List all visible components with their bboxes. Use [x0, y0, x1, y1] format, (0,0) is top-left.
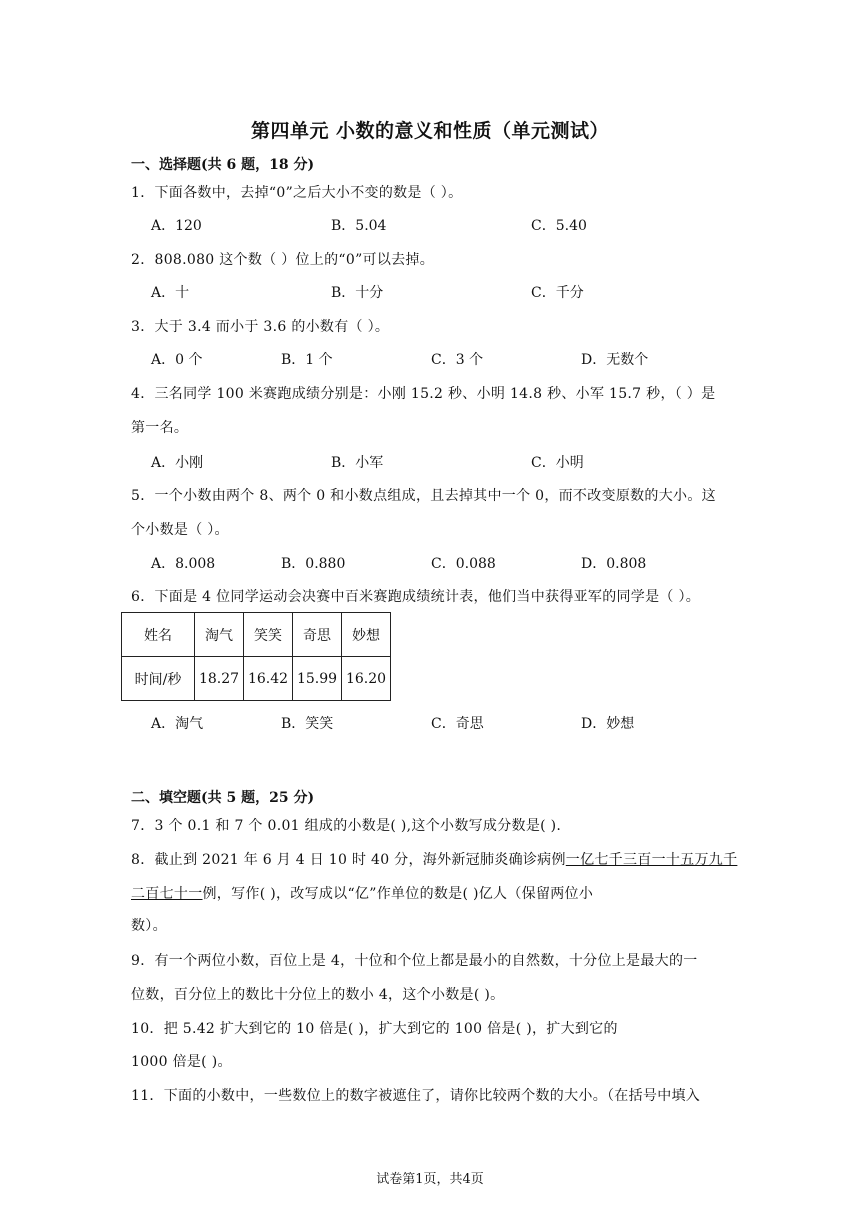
question-11-line1: 11．下面的小数中，一些数位上的数字被遮住了，请你比较两个数的大小。（在括号中填入: [131, 1088, 701, 1104]
table-header-cell: 笑笑: [244, 613, 293, 657]
question-2-option-c: C．千分: [531, 285, 584, 301]
question-8-line1: [131, 849, 737, 869]
table-cell: 18.27: [195, 657, 244, 701]
table-cell: 16.20: [342, 657, 391, 701]
question-3-option-d: D．无数个: [581, 352, 649, 368]
question-8-underlined-number: 一亿七千三百一十五万九千: [565, 852, 738, 868]
question-1-option-b: B．5.04: [331, 218, 387, 234]
question-3-option-a: A．0 个: [151, 352, 203, 368]
question-3-option-c: C．3 个: [431, 352, 484, 368]
table-header-cell: 淘气: [195, 613, 244, 657]
question-3-stem: 3．大于 3.4 而小于 3.6 的小数有（ ）。: [131, 319, 390, 335]
question-8-underlined-number-end: 二百七十一: [131, 886, 203, 902]
table-cell: 16.42: [244, 657, 293, 701]
section-heading-choice: 一、选择题(共 6 题，18 分): [131, 157, 315, 173]
question-8-line3: 数）。: [131, 918, 167, 934]
question-5-option-b: B．0.880: [281, 556, 346, 572]
question-6-option-b: B．笑笑: [281, 716, 334, 732]
table-cell: 15.99: [293, 657, 342, 701]
question-5-option-c: C．0.088: [431, 556, 496, 572]
question-5-option-d: D．0.808: [581, 556, 647, 572]
question-2-stem: 2．808.080 这个数（ ）位上的“0”可以去掉。: [131, 252, 435, 268]
section-heading-fill: 二、填空题(共 5 题，25 分): [131, 790, 315, 806]
question-1-stem: 1．下面各数中，去掉“0”之后大小不变的数是（ ）。: [131, 185, 463, 201]
race-time-table: [121, 612, 391, 701]
question-10-line2: 1000 倍是( )。: [131, 1054, 232, 1070]
question-1-option-c: C．5.40: [531, 218, 587, 234]
question-7: 7．3 个 0.1 和 7 个 0.01 组成的小数是( ),这个小数写成分数是( ).: [131, 818, 562, 834]
question-6-option-d: D．妙想: [581, 716, 635, 732]
question-10-line1: 10．把 5.42 扩大到它的 10 倍是( )，扩大到它的 100 倍是( )，扩大到它的: [131, 1021, 618, 1037]
question-4-stem-line2: 第一名。: [131, 420, 189, 436]
question-9-line1: 9．有一个两位小数，百位上是 4，十位和个位上都是最小的自然数，十分位上是最大的一: [131, 953, 698, 969]
question-6-stem: 6．下面是 4 位同学运动会决赛中百米赛跑成绩统计表，他们当中获得亚军的同学是（ ）。: [131, 589, 701, 605]
question-8-line2: [131, 883, 593, 903]
question-1-option-a: A．120: [151, 218, 202, 234]
question-6-option-a: A．淘气: [151, 716, 204, 732]
question-4-option-b: B．小军: [331, 455, 384, 471]
question-4-stem-line1: 4．三名同学 100 米赛跑成绩分别是：小刚 15.2 秒、小明 14.8 秒、小军 15.7 秒，（ ）是: [131, 386, 716, 402]
question-5-option-a: A．8.008: [151, 556, 216, 572]
question-8-text: 8．截止到 2021 年 6 月 4 日 10 时 40 分，海外新冠肺炎确诊病例: [131, 852, 566, 868]
question-2-option-a: A．十: [151, 285, 190, 301]
question-8-text: 例，写作( )，改写成以“亿”作单位的数是( )亿人（保留两位小: [202, 886, 594, 902]
table-cell: 时间/秒: [122, 657, 195, 701]
page-footer: 试卷第1页，共4页: [376, 1172, 484, 1187]
question-4-option-c: C．小明: [531, 455, 584, 471]
table-header-cell: 妙想: [342, 613, 391, 657]
table-row: [122, 613, 391, 657]
question-9-line2: 位数，百分位上的数比十分位上的数小 4，这个小数是( )。: [131, 987, 505, 1003]
page-title: 第四单元 小数的意义和性质（单元测试）: [250, 120, 610, 142]
question-4-option-a: A．小刚: [151, 455, 204, 471]
question-3-option-b: B．1 个: [281, 352, 333, 368]
table-row: [122, 657, 391, 701]
table-header-cell: 奇思: [293, 613, 342, 657]
question-2-option-b: B．十分: [331, 285, 384, 301]
question-5-stem-line1: 5．一个小数由两个 8、两个 0 和小数点组成，且去掉其中一个 0，而不改变原数的大小。这: [131, 488, 716, 504]
question-5-stem-line2: 个小数是（ ）。: [131, 522, 229, 538]
question-6-option-c: C．奇思: [431, 716, 484, 732]
table-header-cell: 姓名: [122, 613, 195, 657]
